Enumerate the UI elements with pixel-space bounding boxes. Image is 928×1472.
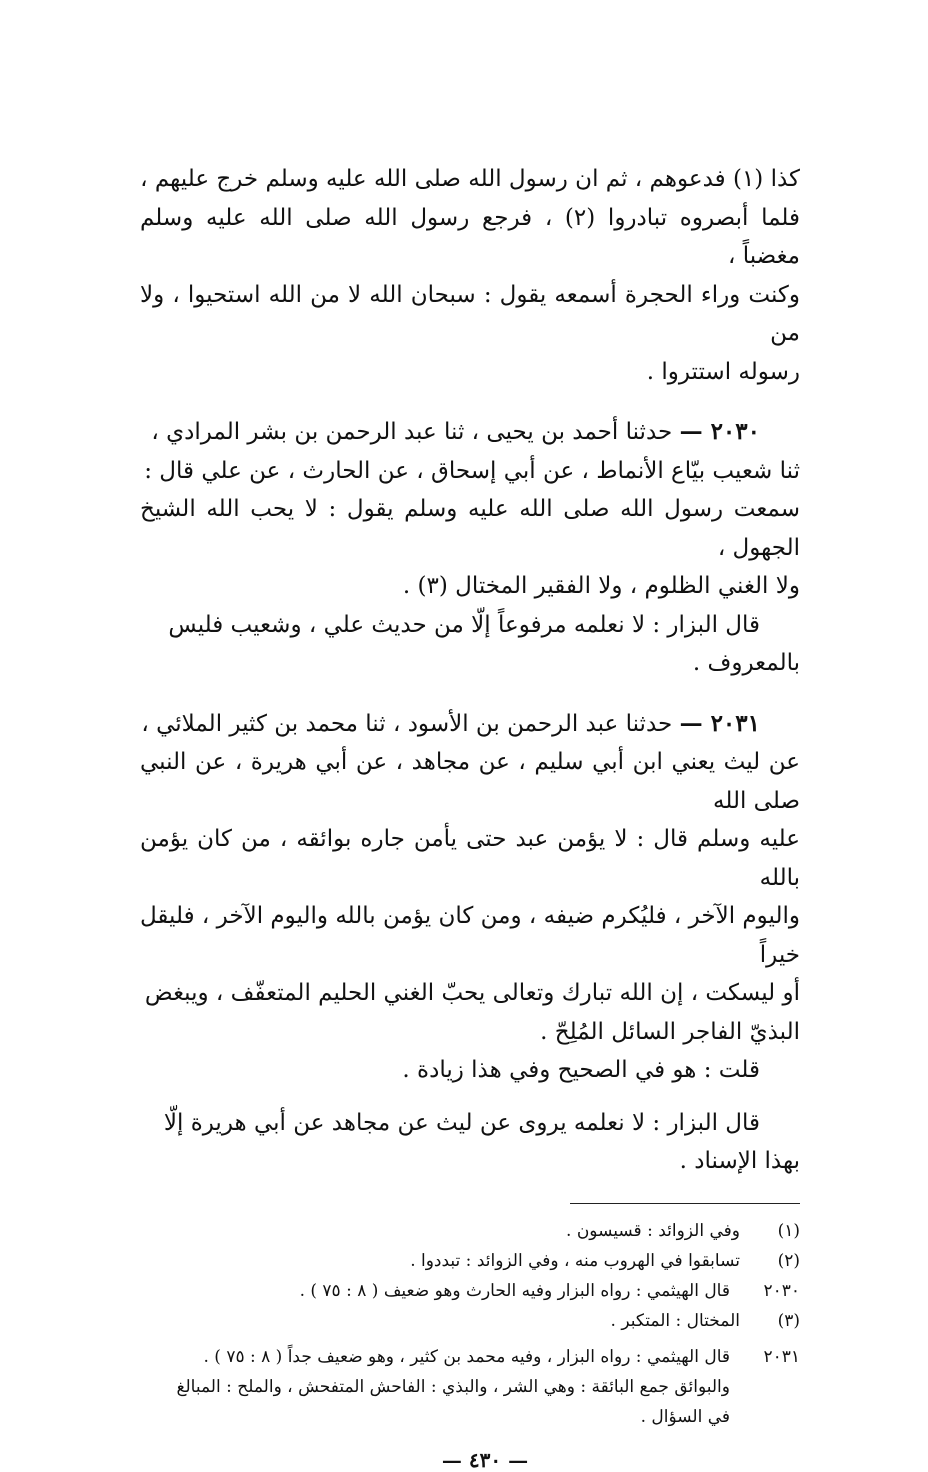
main-text	[140, 160, 800, 1181]
text-line: قلت : هو في الصحيح وفي هذا زيادة .	[402, 1057, 760, 1083]
text-line: واليوم الآخر ، فليُكرم ضيفه ، ومن كان يؤمن بالله واليوم الآخر ، فليقل خيراً	[140, 903, 800, 968]
footnote-text: المختال : المتكبر .	[610, 1310, 740, 1331]
text-line: قال البزار : لا نعلمه يروى عن ليث عن مجاهد عن أبي هريرة إلّا	[163, 1109, 760, 1136]
footnote-3	[140, 1306, 800, 1336]
text-line: البذيّ الفاجر السائل المُلِحّ .	[540, 1018, 800, 1045]
text-line: فلما أبصروه تبادروا (٢) ، فرجع رسول الله صلى الله عليه وسلم مغضباً ،	[140, 204, 800, 269]
footnote-marker: ٢٠٣٠	[763, 1280, 800, 1301]
footnote-text: وفي الزوائد : قسيسون .	[566, 1220, 740, 1241]
text-line: حدثنا عبد الرحمن بن الأسود ، ثنا محمد بن كثير الملائي ،	[141, 710, 673, 737]
text-line: عليه وسلم قال : لا يؤمن عبد حتى يأمن جاره بوائقه ، من كان يؤمن بالله	[140, 826, 800, 891]
footnotes	[140, 1216, 800, 1432]
text-line: بهذا الإسناد .	[679, 1148, 800, 1174]
hadith-number: ٢٠٣٠ —	[679, 418, 760, 445]
text-line: بالمعروف .	[692, 650, 800, 676]
footnote-2031	[140, 1342, 800, 1372]
hadith-2031	[140, 705, 800, 1181]
text-line: حدثنا أحمد بن يحيى ، ثنا عبد الرحمن بن بشر المرادي ،	[151, 419, 673, 445]
footnote-text: قال الهيثمي : رواه البزار ، وفيه محمد بن كثير ، وهو ضعيف جداً ( ٨ : ٧٥ ) .	[203, 1346, 730, 1367]
text-line: وكنت وراء الحجرة أسمعه يقول : سبحان الله لا من الله استحيوا ، ولا من	[140, 281, 800, 346]
footnote-2	[140, 1246, 800, 1276]
footnote-marker: (١)	[777, 1220, 800, 1241]
footnote-marker: (٣)	[777, 1310, 800, 1331]
text-line: عن ليث يعني ابن أبي سليم ، عن مجاهد ، عن أبي هريرة ، عن النبي صلى الله	[140, 749, 800, 814]
text-line: سمعت رسول الله صلى الله عليه وسلم يقول : لا يحب الله الشيخ الجهول ،	[140, 496, 800, 561]
paragraph-continuation	[140, 160, 800, 391]
footnote-text: تسابقوا في الهروب منه ، وفي الزوائد : تبددوا .	[410, 1250, 740, 1271]
text-line: أو ليسكت ، إن الله تبارك وتعالى يحبّ الغني الحليم المتعفّف ، ويبغض	[144, 980, 800, 1006]
hadith-number: ٢٠٣١ —	[679, 709, 760, 737]
text-line: رسوله استتروا .	[646, 358, 800, 385]
footnote-text: قال الهيثمي : رواه البزار وفيه الحارث وهو ضعيف ( ٨ : ٧٥ ) .	[299, 1280, 730, 1301]
text-line: قال البزار : لا نعلمه مرفوعاً إلّا من حديث علي ، وشعيب فليس	[168, 611, 760, 638]
hadith-2030	[140, 413, 800, 683]
footnote-1	[140, 1216, 800, 1246]
text-line: ثنا شعيب بيّاع الأنماط ، عن أبي إسحاق ، عن الحارث ، عن علي قال :	[144, 457, 800, 484]
page-number: — ٤٣٠ —	[441, 1447, 529, 1472]
text-line: ولا الغني الظلوم ، ولا الفقير المختال (٣) .	[402, 573, 800, 599]
footnote-marker: ٢٠٣١	[763, 1346, 800, 1367]
footnote-text: في السؤال .	[640, 1406, 730, 1427]
footnote-2030	[140, 1276, 800, 1306]
footnote-marker: (٢)	[777, 1250, 800, 1271]
book-page	[140, 160, 800, 1472]
text-line: كذا (١) فدعوهم ، ثم ان رسول الله صلى الله عليه وسلم خرج عليهم ،	[140, 166, 800, 192]
footnote-text: والبوائق جمع البائقة : وهي الشر ، والبذي : الفاحش المتفحش ، والملح : المبالغ	[176, 1376, 730, 1397]
footnote-separator	[570, 1203, 800, 1204]
